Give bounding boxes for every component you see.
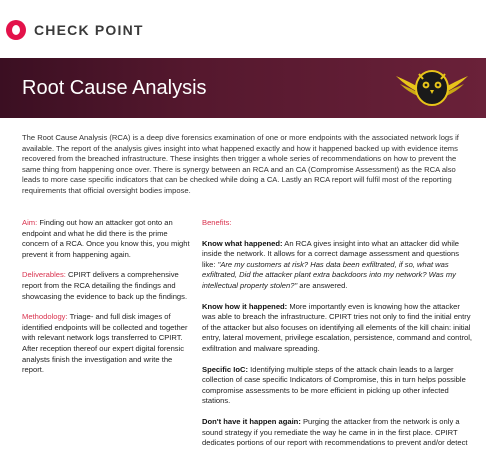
benefit-title: Know what happened: xyxy=(202,238,283,248)
left-column xyxy=(22,218,194,386)
benefit-text: Purging the attacker from the network is only a sound strategy if you remediate the way he came in in the first place. CPIRT dedicates portions of our report with recommendations to prevent and/or detect xyxy=(202,416,468,448)
benefit-title: Specific IoC: xyxy=(202,364,248,374)
check-point-logo xyxy=(6,20,144,40)
methodology-label: Methodology: xyxy=(22,312,68,322)
benefit-tail: are answered. xyxy=(299,280,348,290)
methodology-section xyxy=(22,312,194,376)
benefit-item xyxy=(202,365,472,407)
benefit-text: An RCA gives insight into what an attacker did while inside the network. It allows for a correct damage assessment and questions like: xyxy=(202,238,460,269)
intro-paragraph: The Root Cause Analysis (RCA) is a deep dive forensics examination of one or more endpoints with the associated network logs if available. The report of the analysis gives insight into what happened exactly and how it happened backed up with evidence items recovered from the breached infrastructure. These insights then trigger a whole series of recommendations on how to prevent the same thing from happening once over. There is synergy between an RCA and an CA (Compromise Assessment) as the RCA also leads to more case specific indicators that can be checked while doing a CA. Lastly an RCA report will fulfil most of the reporting requirements that official oversight bodies impose. xyxy=(22,133,459,195)
aim-label: Aim: xyxy=(22,218,38,227)
right-column xyxy=(202,218,472,459)
benefit-title: Know how it happened: xyxy=(202,301,288,311)
deliverables-text: CPIRT delivers a comprehensive report from the RCA detailing the findings and showcasing the evidence to back up the findings. xyxy=(22,270,188,301)
title-banner xyxy=(0,58,486,118)
aim-section xyxy=(22,218,194,260)
aim-text: Finding out how an attacker got onto an endpoint and what he did there is the prime concern of a RCA. Once you know this, you might prevent it from happening again. xyxy=(22,218,190,259)
benefits-heading: Benefits: xyxy=(202,218,232,227)
incident-response-owl-badge-icon xyxy=(392,62,472,114)
benefit-title: Don't have it happen again: xyxy=(202,416,301,426)
check-point-logo-icon xyxy=(6,20,26,40)
benefit-text: More importantly even is knowing how the attacker was able to breach the infrastructure. CPIRT tries not only to find the initial entry of the attacker but also focuses on identifying all elements of the kill chain: initial entry, lateral movement, privilege escalation, persistence, command and control, exfiltration and malware spreading. xyxy=(202,301,472,353)
deliverables-section xyxy=(22,270,194,302)
benefit-item xyxy=(202,239,472,292)
deliverables-label: Deliverables: xyxy=(22,270,66,280)
logo-text: CHECK POINT xyxy=(34,22,144,38)
benefit-text: Identifying multiple steps of the attack chain leads to a larger collection of case specific Indicators of Compromise, this in turn helps possible compromise assessments to be more efficient in picking up other infected stations. xyxy=(202,364,466,406)
methodology-text: Triage- and full disk images of identified endpoints will be collected and together with relevant network logs transferred to CPIRT. After reception thereof our expert digital forensic analysts finish the investigation and write the report. xyxy=(22,312,188,375)
benefit-item xyxy=(202,417,472,449)
benefit-quote: "Are my customers at risk? Has data been exfiltrated, if so, what was exfiltrated, Did the attacker plant extra backdoors into my network? Was my intellectual property stolen?" xyxy=(202,259,456,290)
benefit-item xyxy=(202,302,472,355)
page-title: Root Cause Analysis xyxy=(22,77,207,99)
